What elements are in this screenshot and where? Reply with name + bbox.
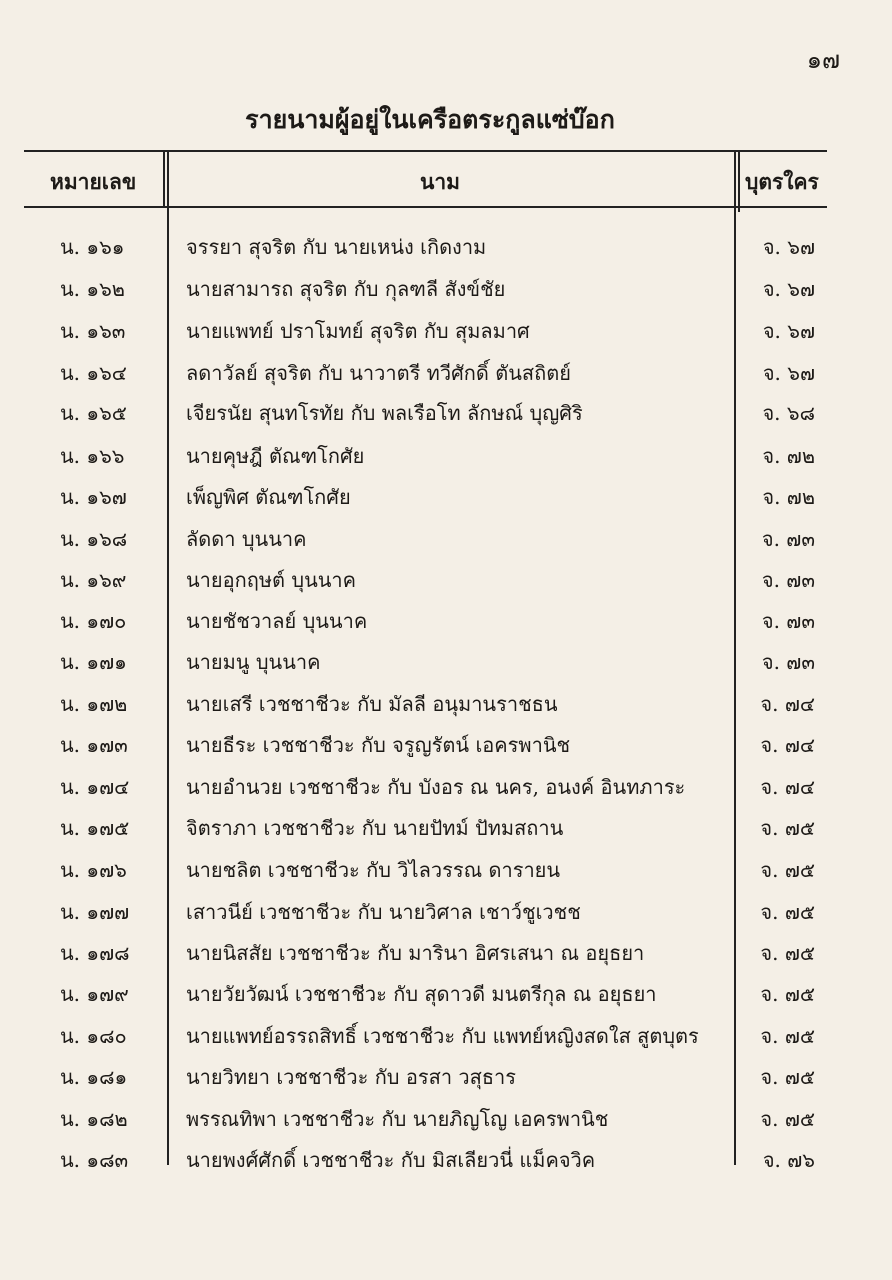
- row-child-of: จ. ๗๒: [762, 444, 815, 468]
- row-number: น. ๑๗๘: [60, 941, 130, 965]
- table-row: [0, 646, 892, 686]
- table-row: [0, 812, 892, 852]
- row-child-of: จ. ๖๗: [762, 235, 815, 259]
- row-number: น. ๑๗๐: [60, 609, 127, 633]
- row-child-of: จ. ๗๕: [760, 982, 815, 1006]
- table-row: [0, 1103, 892, 1143]
- row-child-of: จ. ๗๕: [760, 816, 815, 840]
- row-number: น. ๑๗๙: [60, 982, 129, 1006]
- row-child-of: จ. ๗๕: [760, 1024, 815, 1048]
- row-number: น. ๑๗๑: [60, 650, 127, 674]
- row-name: นายชัชวาลย์ บุนนาค: [186, 609, 368, 633]
- row-child-of: จ. ๗๓: [761, 650, 815, 674]
- row-number: น. ๑๖๘: [60, 527, 128, 551]
- row-child-of: จ. ๗๔: [760, 692, 815, 716]
- row-name: นายอำนวย เวชชาชีวะ กับ บังอร ณ นคร, อนงค์ อินทภาระ: [186, 775, 686, 799]
- row-name: จิตราภา เวชชาชีวะ กับ นายปัทม์ ปัทมสถาน: [186, 816, 564, 840]
- row-name: นายแพทย์อรรถสิทธิ์ เวชชาชีวะ กับ แพทย์หญิงสดใส สูตบุตร: [186, 1024, 699, 1048]
- row-number: น. ๑๖๗: [60, 485, 127, 509]
- row-number: น. ๑๖๔: [60, 361, 127, 385]
- table-row: [0, 688, 892, 728]
- table-row: [0, 315, 892, 355]
- row-name: นายชลิต เวชชาชีวะ กับ วิไลวรรณ ดารายน: [186, 858, 561, 882]
- table-row: [0, 978, 892, 1018]
- page-number: ๑๗: [806, 46, 840, 74]
- row-child-of: จ. ๗๒: [762, 485, 815, 509]
- table-row: [0, 771, 892, 811]
- row-number: น. ๑๗๗: [60, 900, 130, 924]
- row-child-of: จ. ๗๔: [760, 775, 815, 799]
- table-row: [0, 564, 892, 604]
- row-child-of: จ. ๖๗: [762, 361, 815, 385]
- row-child-of: จ. ๗๓: [761, 527, 815, 551]
- row-number: น. ๑๖๑: [60, 235, 125, 259]
- row-name: นายแพทย์ ปราโมทย์ สุจริต กับ สุมลมาศ: [186, 319, 530, 343]
- row-number: น. ๑๗๒: [60, 692, 128, 716]
- row-name: นายเสรี เวชชาชีวะ กับ มัลลี อนุมานราชธน: [186, 692, 558, 716]
- row-name: เพ็ญพิศ ตัณฑโกศัย: [186, 485, 351, 509]
- table-row: [0, 273, 892, 313]
- header-name: นาม: [420, 169, 460, 194]
- table-row: [0, 896, 892, 936]
- row-name: พรรณทิพา เวชชาชีวะ กับ นายภิญโญ เอครพานิช: [186, 1107, 609, 1131]
- row-number: น. ๑๘๓: [60, 1148, 129, 1172]
- row-name: นายธีระ เวชชาชีวะ กับ จรูญรัตน์ เอครพานิช: [186, 733, 571, 757]
- column-divider-right-inner: [738, 150, 740, 212]
- row-name: นายวิทยา เวชชาชีวะ กับ อรสา วสุธาร: [186, 1065, 517, 1089]
- table-row: [0, 1144, 892, 1184]
- row-number: น. ๑๘๐: [60, 1024, 127, 1048]
- row-child-of: จ. ๖๗: [762, 277, 815, 301]
- row-child-of: จ. ๗๓: [761, 568, 815, 592]
- row-name: เจียรนัย สุนทโรทัย กับ พลเรือโท ลักษณ์ บุญศิริ: [186, 401, 583, 425]
- table-row: [0, 440, 892, 480]
- table-row: [0, 357, 892, 397]
- row-number: น. ๑๖๖: [60, 444, 125, 468]
- row-name: นายพงศ์ศักดิ์ เวชชาชีวะ กับ มิสเลียวนี่ แม็คจวิค: [186, 1148, 596, 1172]
- row-number: น. ๑๖๕: [60, 401, 127, 425]
- row-name: นายคุษฎี ตัณฑโกศัย: [186, 444, 365, 468]
- row-child-of: จ. ๗๓: [761, 609, 815, 633]
- header-bottom-rule: [24, 206, 827, 208]
- row-number: น. ๑๖๒: [60, 277, 125, 301]
- row-child-of: จ. ๗๕: [760, 900, 815, 924]
- table-row: [0, 481, 892, 521]
- table-row: [0, 1020, 892, 1060]
- table-row: [0, 729, 892, 769]
- row-name: นายมนู บุนนาค: [186, 650, 321, 674]
- row-number: น. ๑๗๖: [60, 858, 127, 882]
- row-name: นายวัยวัฒน์ เวชชาชีวะ กับ สุดาวดี มนตรีกุล ณ อยุธยา: [186, 982, 657, 1006]
- table-row: [0, 854, 892, 894]
- row-number: น. ๑๗๔: [60, 775, 130, 799]
- table-row: [0, 1061, 892, 1101]
- row-child-of: จ. ๗๕: [760, 941, 815, 965]
- row-number: น. ๑๗๓: [60, 733, 128, 757]
- column-divider-left: [163, 150, 165, 208]
- page-title: รายนามผู้อยู่ในเครือตระกูลแซ่บ๊อก: [245, 105, 615, 134]
- row-child-of: จ. ๗๕: [760, 1107, 815, 1131]
- row-child-of: จ. ๖๗: [762, 319, 815, 343]
- row-child-of: จ. ๗๕: [760, 1065, 815, 1089]
- row-name: นายอุกฤษต์ บุนนาค: [186, 568, 357, 592]
- row-child-of: จ. ๗๖: [762, 1148, 815, 1172]
- row-number: น. ๑๖๓: [60, 319, 126, 343]
- row-child-of: จ. ๗๕: [760, 858, 815, 882]
- row-number: น. ๑๖๙: [60, 568, 127, 592]
- row-name: ลดาวัลย์ สุจริต กับ นาวาตรี ทวีศักดิ์ ตันสถิตย์: [186, 361, 571, 385]
- row-name: จรรยา สุจริต กับ นายเหน่ง เกิดงาม: [186, 235, 487, 259]
- header-child-of: บุตรใคร: [745, 169, 819, 194]
- row-name: ลัดดา บุนนาค: [186, 527, 307, 551]
- table-row: [0, 231, 892, 271]
- table-row: [0, 937, 892, 977]
- header-number: หมายเลข: [50, 169, 137, 194]
- row-child-of: จ. ๖๘: [762, 401, 815, 425]
- table-top-rule: [24, 150, 827, 152]
- table-row: [0, 523, 892, 563]
- table-row: [0, 397, 892, 437]
- table-row: [0, 605, 892, 645]
- row-name: นายสามารถ สุจริต กับ กุลฑลี สังข์ชัย: [186, 277, 506, 301]
- row-number: น. ๑๗๕: [60, 816, 130, 840]
- row-number: น. ๑๘๑: [60, 1065, 128, 1089]
- row-number: น. ๑๘๒: [60, 1107, 128, 1131]
- row-name: นายนิสสัย เวชชาชีวะ กับ มารินา อิศรเสนา ณ อยุธยา: [186, 941, 645, 965]
- row-child-of: จ. ๗๔: [760, 733, 815, 757]
- row-name: เสาวนีย์ เวชชาชีวะ กับ นายวิศาล เชาว์ชูเวชช: [186, 900, 581, 924]
